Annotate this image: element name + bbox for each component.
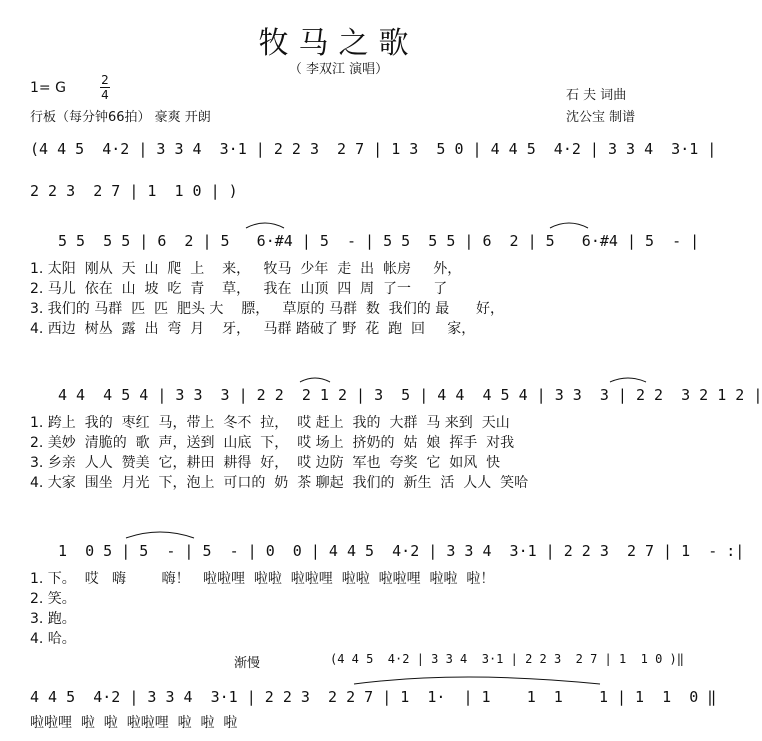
tempo-marking: 行板（每分钟66拍） 豪爽 开朗	[30, 110, 211, 125]
melody-line-4: 4 4 5 4·2 | 3 3 4 3·1 | 2 2 3 2 2 7 | 1 1· | 1 1 1 1 | 1 1 0 ‖	[30, 688, 717, 706]
slur	[300, 378, 330, 382]
intro-line-2: 2 2 3 2 7 | 1 1 0 | )	[30, 182, 238, 200]
coda-parenthesis: (4 4 5 4·2 | 3 3 4 3·1 | 2 2 3 2 7 | 1 1 0 )‖	[330, 652, 685, 666]
time-signature-top: 2	[101, 73, 109, 87]
lyric-line-4: 啦啦哩 啦 啦 啦啦哩 啦 啦 啦	[30, 715, 238, 731]
slur	[550, 223, 588, 228]
slur	[610, 378, 646, 382]
ritardando-marking: 渐慢	[234, 656, 261, 671]
melody-line-2: 4 4 4 5 4 | 3 3 3 | 2 2 2 1 2 | 3 5 | 4 4 4 5 4 | 3 3 3 | 2 2 3 2 1 2 |	[58, 386, 762, 404]
slur	[246, 223, 284, 228]
lyric-line-3-verse-2: 2. 笑。	[30, 591, 76, 607]
arranger-credit: 沈公宝 制谱	[566, 110, 636, 125]
lyric-line-2-verse-2: 2. 美妙 清脆的 歌 声，送到 山底 下， 哎 场上 挤奶的 姑 娘 挥手 对我	[30, 435, 515, 451]
slur	[126, 532, 194, 538]
lyric-line-2-verse-4: 4. 大家 围坐 月光 下，泡上 可口的 奶 茶 聊起 我们的 新生 活 人人 笑哈	[30, 475, 529, 491]
lyric-line-1-verse-4: 4. 西边 树丛 露 出 弯 月 牙， 马群 踏破了 野 花 跑 回 家，	[30, 321, 476, 337]
time-signature-bottom: 4	[101, 88, 109, 102]
lyric-line-3-verse-4: 4. 哈。	[30, 631, 76, 647]
melody-line-3: 1 0 5 | 5 - | 5 - | 0 0 | 4 4 5 4·2 | 3 3 4 3·1 | 2 2 3 2 7 | 1 - :|	[58, 542, 745, 560]
lyric-line-1-verse-1: 1. 太阳 刚从 天 山 爬 上 来， 牧马 少年 走 出 帐房 外，	[30, 261, 462, 277]
intro-line-1: (4 4 5 4·2 | 3 3 4 3·1 | 2 2 3 2 7 | 1 3 5 0 | 4 4 5 4·2 | 3 3 4 3·1 |	[30, 140, 717, 158]
key-signature: 1= G	[30, 80, 66, 96]
lyricist-credit: 石 夫 词曲	[566, 88, 627, 103]
lyric-line-3-verse-1: 1. 下。 哎 嗨 嗨！ 啦啦哩 啦啦 啦啦哩 啦啦 啦啦哩 啦啦 啦！	[30, 571, 495, 587]
lyric-line-1-verse-3: 3. 我们的 马群 匹 匹 肥头 大 膘， 草原的 马群 数 我们的 最 好，	[30, 301, 504, 317]
slur	[354, 677, 600, 684]
lyric-line-2-verse-3: 3. 乡亲 人人 赞美 它，耕田 耕得 好， 哎 边防 军也 夸奖 它 如风 快	[30, 455, 501, 471]
lyric-line-2-verse-1: 1. 跨上 我的 枣红 马，带上 冬不 拉， 哎 赶上 我的 大群 马 来到 天山	[30, 415, 510, 431]
melody-line-1: 5 5 5 5 | 6 2 | 5 6·#4 | 5 - | 5 5 5 5 | 6 2 | 5 6·#4 | 5 - |	[58, 232, 700, 250]
page-title: 牧马之歌	[258, 26, 419, 61]
singer-credit: （ 李双江 演唱）	[288, 62, 389, 77]
lyric-line-1-verse-2: 2. 马儿 依在 山 坡 吃 青 草， 我在 山顶 四 周 了一 了	[30, 281, 448, 297]
lyric-line-3-verse-3: 3. 跑。	[30, 611, 76, 627]
